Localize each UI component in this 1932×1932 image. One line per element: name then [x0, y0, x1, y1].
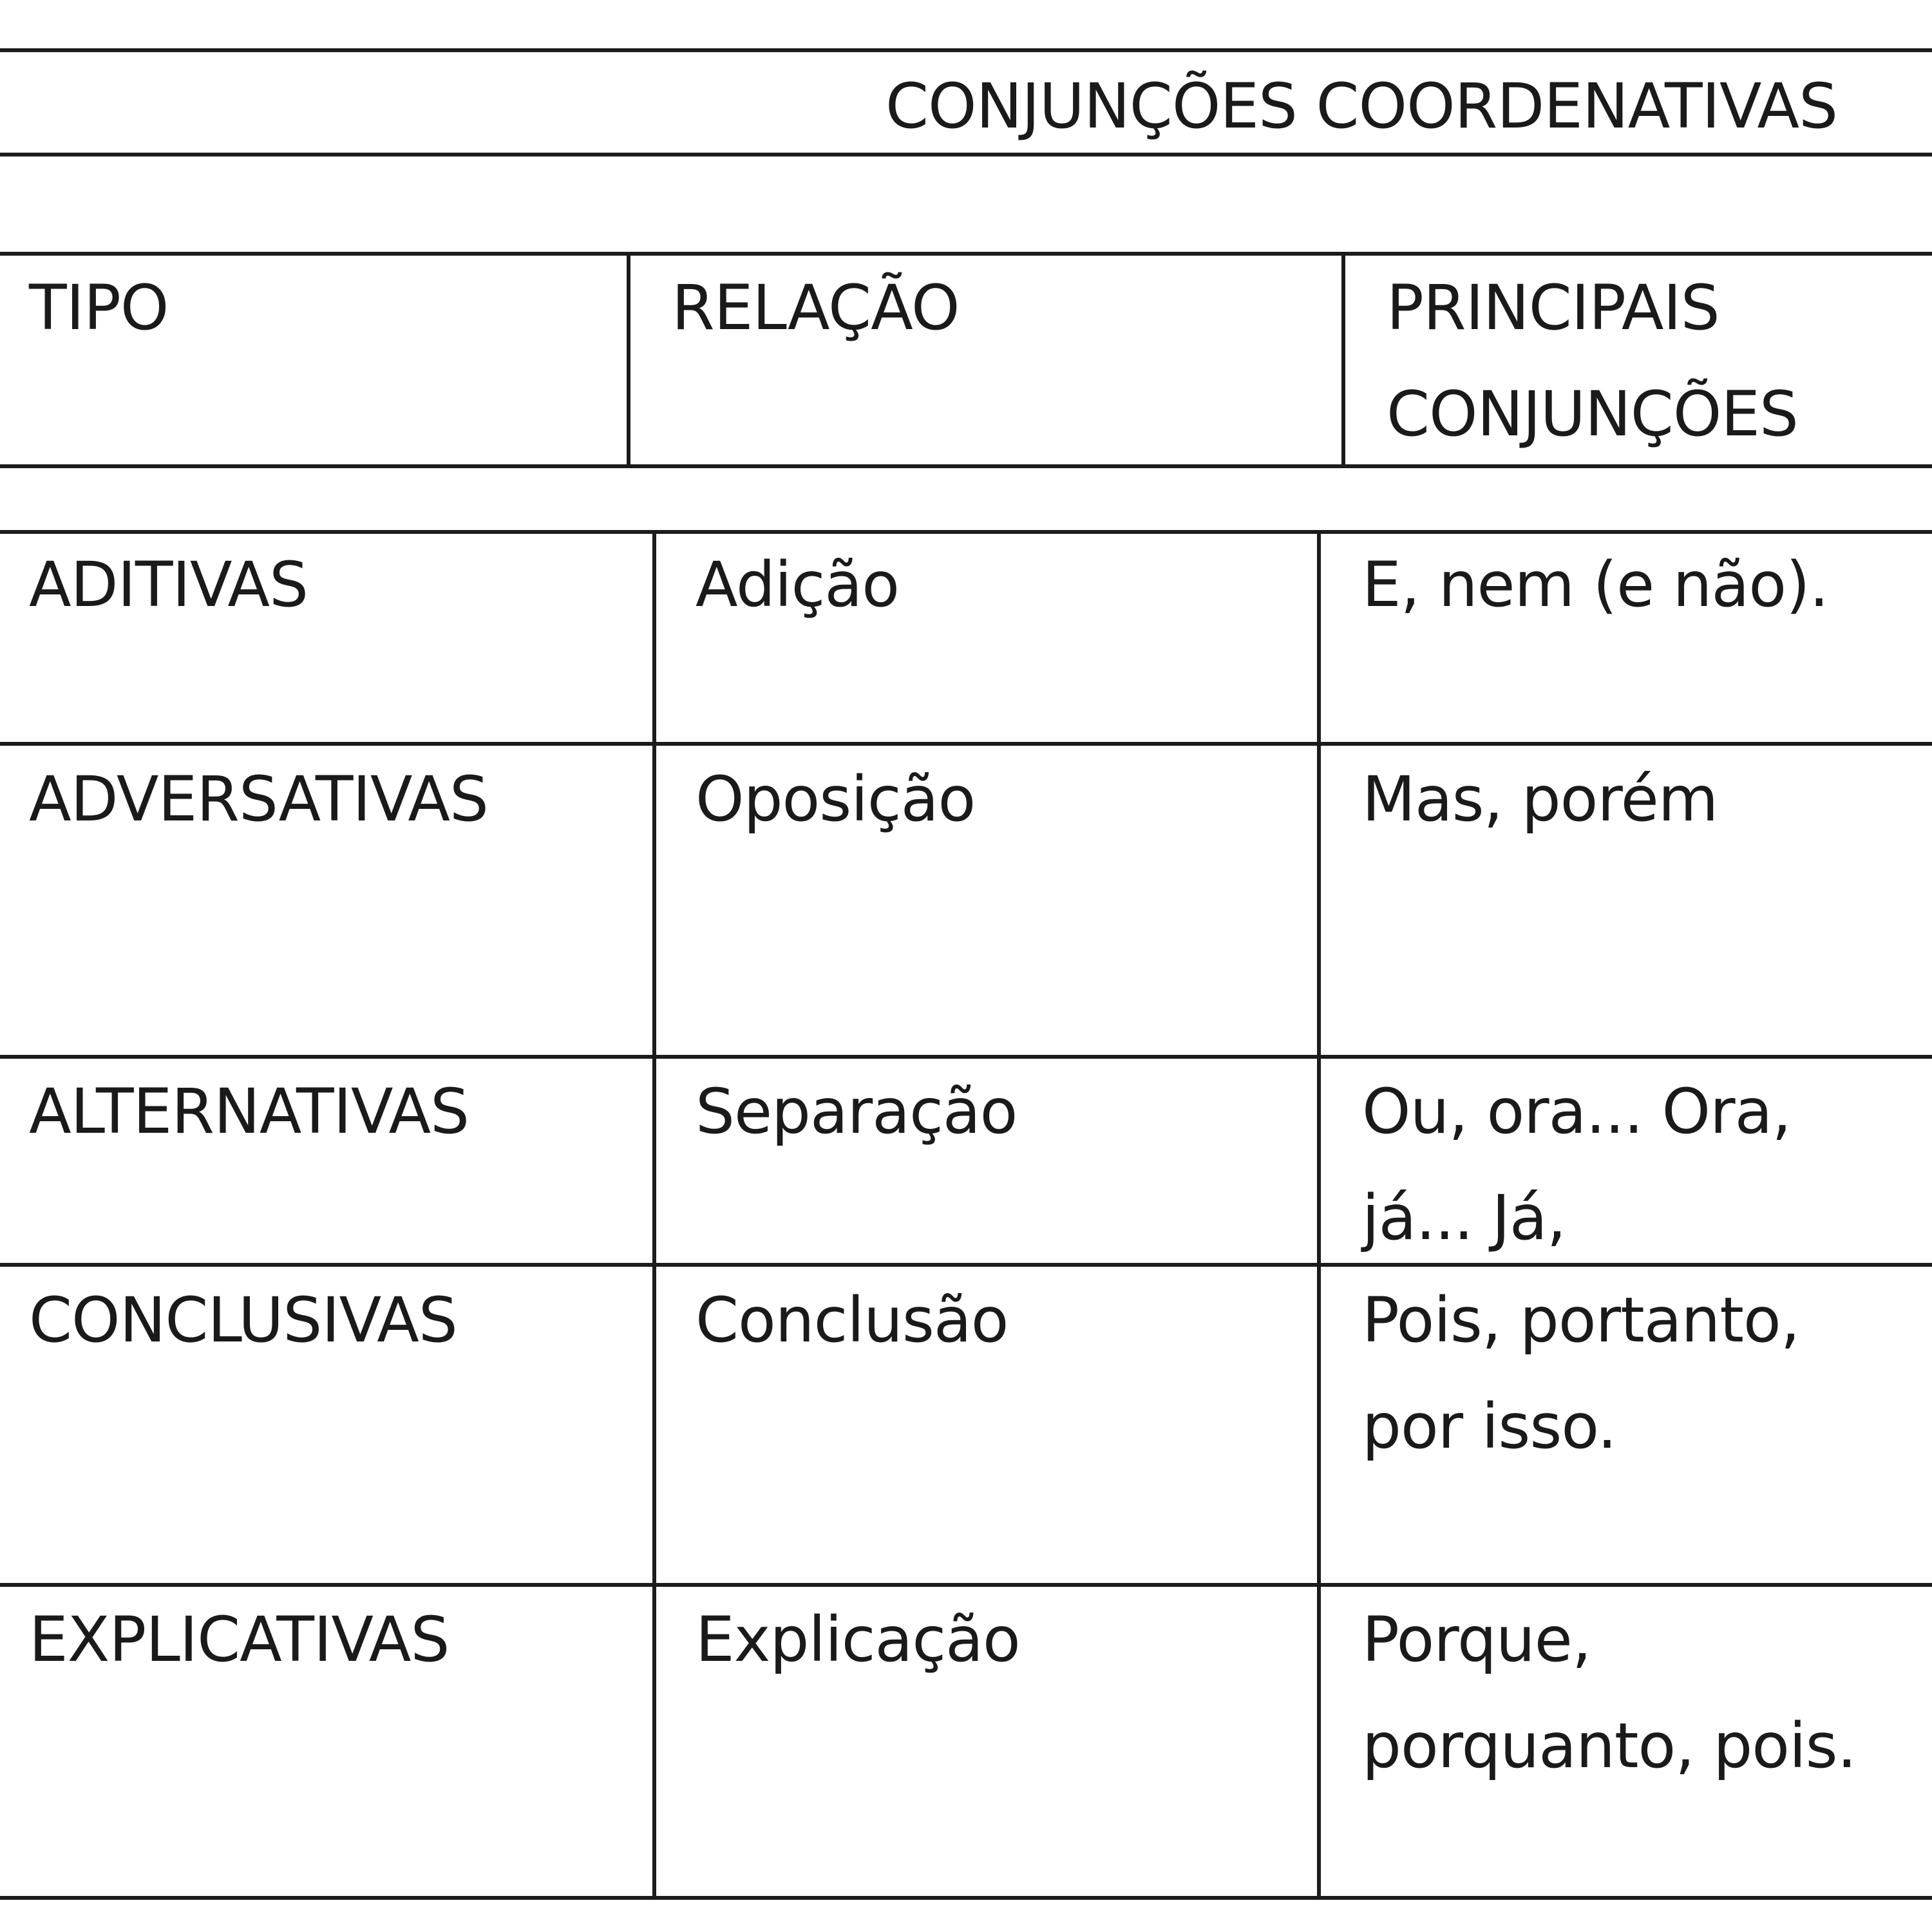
- row-aditivas-conj-line1: E, nem (e não).: [1362, 549, 1829, 621]
- row-alternativas-relacao: Separação: [696, 1075, 1018, 1148]
- row-explicativas-conj-line1: Porque,: [1362, 1604, 1591, 1676]
- row-explicativas-relacao: Explicação: [696, 1604, 1020, 1676]
- body-bottom-border: [0, 1896, 1932, 1900]
- row-alternativas-conj-line2: já... Já,: [1362, 1182, 1566, 1254]
- header-principais-line1: PRINCIPAIS: [1387, 272, 1719, 344]
- table-title: CONJUNÇÕES COORDENATIVAS: [886, 70, 1838, 142]
- row-explicativas-tipo: EXPLICATIVAS: [29, 1604, 450, 1676]
- header-tipo: TIPO: [29, 272, 169, 344]
- header-principais-line2: CONJUNÇÕES: [1387, 378, 1798, 450]
- row-conclusivas-conj-line1: Pois, portanto,: [1362, 1284, 1800, 1356]
- row-explicativas-conj-line2: porquanto, pois.: [1362, 1710, 1857, 1782]
- header-bottom-border: [0, 464, 1932, 468]
- header-divider-1: [627, 252, 630, 467]
- row-aditivas-tipo: ADITIVAS: [29, 549, 308, 621]
- title-top-border: [0, 48, 1932, 52]
- header-relacao: RELAÇÃO: [672, 272, 960, 344]
- body-divider-2: [1317, 530, 1321, 1900]
- row-alternativas-conj-line1: Ou, ora... Ora,: [1362, 1075, 1791, 1148]
- row-adversativas-relacao: Oposição: [696, 763, 976, 835]
- row-adversativas-conj-line1: Mas, porém: [1362, 763, 1718, 835]
- row-alternativas-tipo: ALTERNATIVAS: [29, 1075, 469, 1148]
- row-aditivas-relacao: Adição: [696, 549, 899, 621]
- row-conclusivas-relacao: Conclusão: [696, 1284, 1009, 1356]
- row-conclusivas-tipo: CONCLUSIVAS: [29, 1284, 457, 1356]
- body-divider-1: [652, 530, 656, 1900]
- row-conclusivas-conj-line2: por isso.: [1362, 1390, 1616, 1463]
- title-bottom-border: [0, 153, 1932, 156]
- row-adversativas-tipo: ADVERSATIVAS: [29, 763, 488, 835]
- header-divider-2: [1341, 252, 1345, 467]
